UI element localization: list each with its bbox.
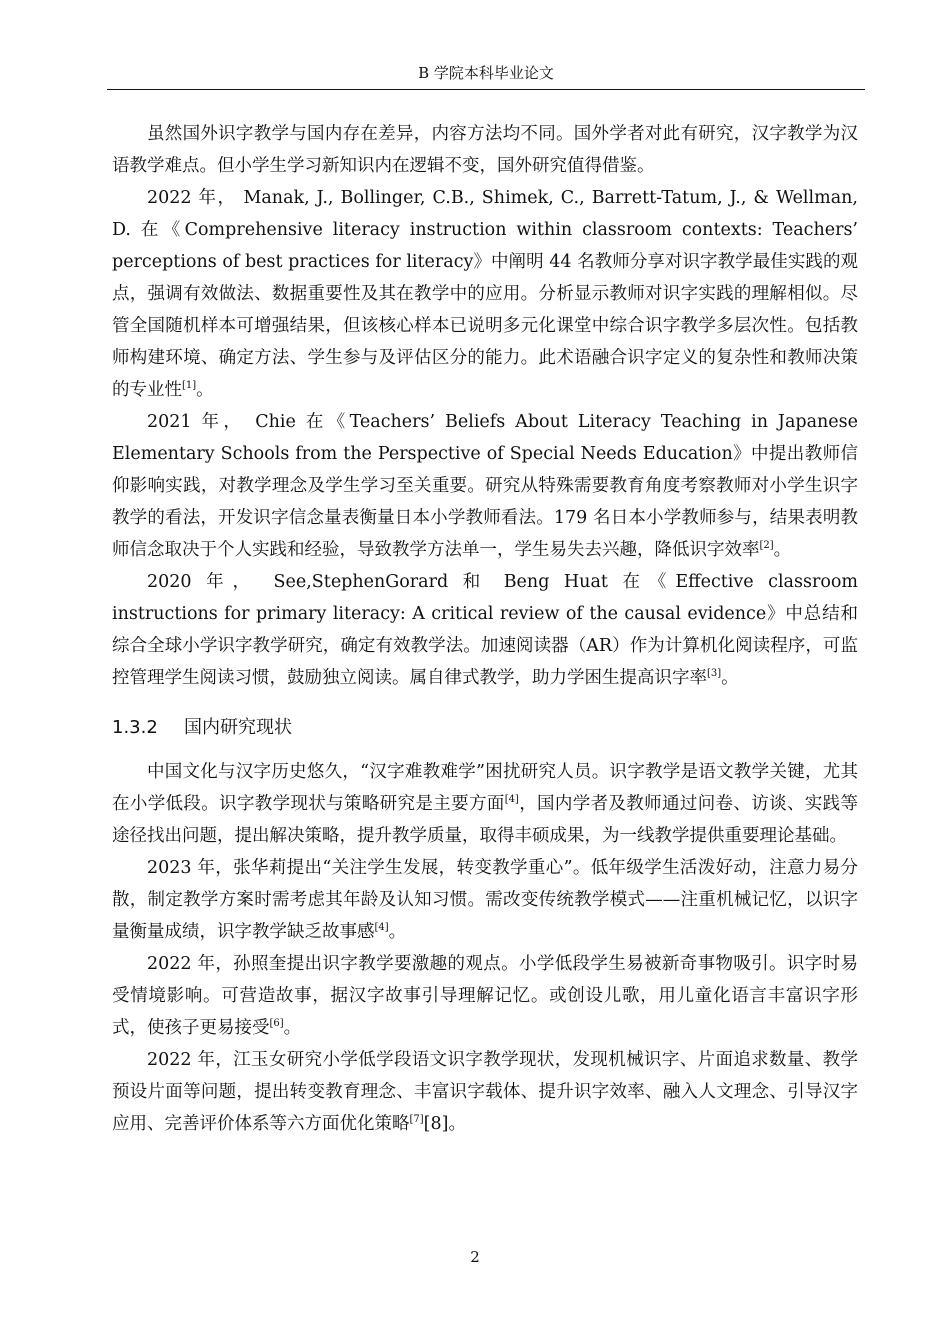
citation-ref: [1] bbox=[182, 380, 197, 392]
section-number: 1.3.2 bbox=[112, 717, 158, 738]
section-title: 国内研究现状 bbox=[184, 717, 292, 738]
paragraph: 2020 年， See,StephenGorard 和 Beng Huat 在《Effective classroom instructions for primary literacy: A critical review of the causal evidence》中总结和综合全球小学识字教学研究，确定有效教学法。加速阅读器（AR）作为计算机化阅读程序，可监控管理学生阅读习惯，鼓励独立阅读。属自律式教学，助力学困生提高识字率[3]。 bbox=[112, 572, 858, 688]
paragraph: 2022 年， Manak, J., Bollinger, C.B., Shimek, C., Barrett-Tatum, J., & Wellman, D. 在《Comprehensive literacy instruction within classroom contexts: Teachers’ perceptions of best practices for literacy》中阐明 44 名教师分享对识字教学最佳实践的观点，强调有效做法、数据重要性及其在教学中的应用。分析显示教师对识字实践的理解相似。尽管全国随机样本可增强结果，但该核心样本已说明多元化课堂中综合识字教学多层次性。包括教师构建环境、确定方法、学生参与及评估区分的能力。此术语融合识字定义的复杂性和教师决策的专业性[1]。 bbox=[112, 188, 858, 400]
paragraph: 2021 年， Chie 在《Teachers’ Beliefs About Literacy Teaching in Japanese Elementary Schools from the Perspective of Special Needs Education》中提出教师信仰影响实践，对教学理念及学生学习至关重要。研究从特殊需要教育角度考察教师对小学生识字教学的看法，开发识字信念量表衡量日本小学教师看法。179 名日本小学教师参与，结果表明教师信念取决于个人实践和经验，导致教学方法单一，学生易失去兴趣，降低识字效率[2]。 bbox=[112, 412, 858, 560]
paragraph: 虽然国外识字教学与国内存在差异，内容方法均不同。国外学者对此有研究，汉字教学为汉语教学难点。但小学生学习新知识内在逻辑不变，国外研究值得借鉴。 bbox=[112, 124, 858, 176]
citation-ref: [2] bbox=[759, 540, 774, 552]
citation-ref: [4] bbox=[374, 922, 389, 934]
citation-ref: [7] bbox=[409, 1114, 424, 1126]
paragraph: 2022 年，孙照奎提出识字教学要激趣的观点。小学低段学生易被新奇事物吸引。识字时易受情境影响。可营造故事，据汉字故事引导理解记忆。或创设儿歌，用儿童化语言丰富识字形式，使孩子更易接受[6]。 bbox=[112, 954, 858, 1038]
citation-ref: [4] bbox=[504, 794, 519, 806]
section-heading bbox=[112, 712, 858, 744]
paragraph: 2023 年，张华莉提出“关注学生发展，转变教学重心”。低年级学生活泼好动，注意力易分散，制定教学方案时需考虑其年龄及认知习惯。需改变传统教学模式——注重机械记忆，以识字量衡量成绩，识字教学缺乏故事感[4]。 bbox=[112, 858, 858, 942]
paragraph: 中国文化与汉字历史悠久，“汉字难教难学”困扰研究人员。识字教学是语文教学关键，尤其在小学低段。识字教学现状与策略研究是主要方面[4]，国内学者及教师通过问卷、访谈、实践等途径找出问题，提出解决策略，提升教学质量，取得丰硕成果，为一线教学提供重要理论基础。 bbox=[112, 762, 858, 846]
page-number: 2 bbox=[470, 1248, 480, 1266]
paragraph: 2022 年，江玉女研究小学低学段语文识字教学现状，发现机械识字、片面追求数量、教学预设片面等问题，提出转变教育理念、丰富识字载体、提升识字效率、融入人文理念、引导汉字应用、完善评价体系等六方面优化策略[7][8]。 bbox=[112, 1050, 858, 1134]
page-header: B 学院本科毕业论文 bbox=[107, 62, 865, 90]
citation-ref: [3] bbox=[707, 668, 722, 680]
body-text bbox=[112, 118, 858, 1140]
citation-ref: [6] bbox=[269, 1018, 284, 1030]
